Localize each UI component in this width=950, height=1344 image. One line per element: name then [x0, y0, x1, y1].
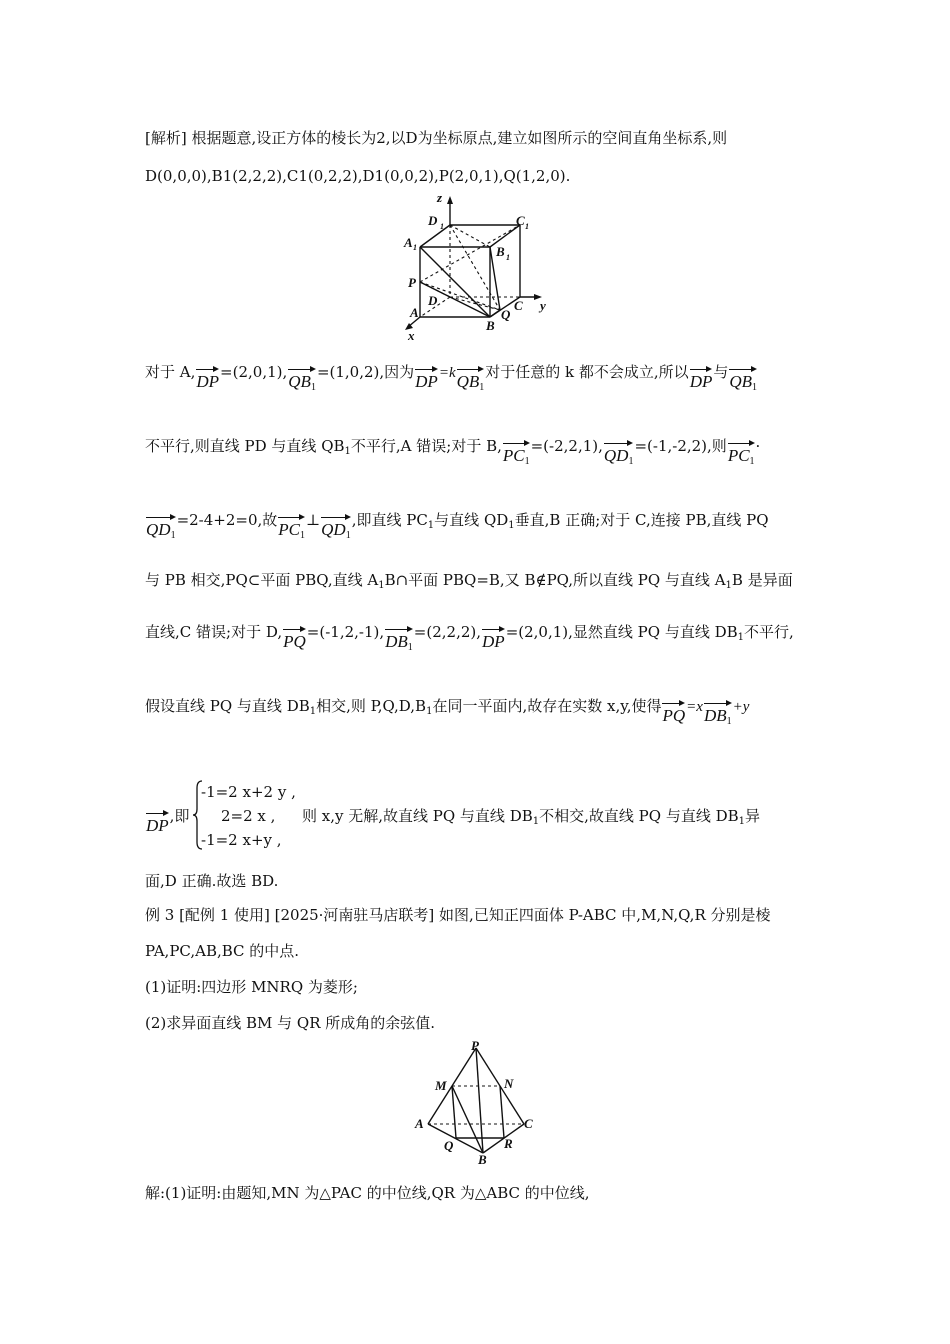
axis-x-label: x [408, 328, 415, 343]
vector-pc1: $PC_1$ [503, 437, 530, 470]
line-g-rest: 则 x,y 无解,故直线 PQ 与直线 $DB_1$不相交,故直线 PQ 与直线 $DB_1$异 [302, 807, 761, 827]
equation-row-2: 2=2 x , [221, 807, 276, 825]
vertex-d1-label: D [428, 213, 438, 228]
example-3-part-2: (2)求异面直线 BM 与 QR 所成角的余弦值. [145, 1014, 436, 1032]
vertex-c-label: C [514, 298, 523, 313]
vector-pq: PQ [283, 623, 306, 650]
axis-y-label: y [540, 298, 546, 313]
line-c: $QD_1$ =2-4+2=0,故 $PC_1$ ⊥ $QD_1$ ,即直线 $PC_1$与直线 $QD_1$垂直,B 正确;对于 C,连接 PB,直线 PQ [146, 511, 769, 541]
line-f: 假设直线 PQ 与直线 $DB_1$相交,则 $P,Q,D,B_1$在同一平面内,故存在实数 x,y,使得 PQ =x $DB_1$ +y [145, 697, 750, 727]
vertex-a-label: A [415, 1116, 424, 1131]
vector-dp: DP [196, 363, 219, 390]
equation-row-3: -1=2 x+y , [201, 831, 282, 849]
intro-line-2: D(0,0,0),B1(2,2,2),C1(0,2,2),D1(0,0,2),P(2,0,1),Q(1,2,0). [145, 167, 571, 185]
tetrahedron-figure [410, 1038, 545, 1168]
point-q-label: Q [501, 307, 511, 322]
svg-text:1: 1 [525, 222, 529, 231]
line-a: 对于 A, DP =(2,0,1), $QB_1$ =(1,0,2),因为 DP =k $QB_1$ 对于任意的 k 都不会成立,所以 DP 与 $QB_1$ [145, 362, 758, 396]
example-3-line-2: PA,PC,AB,BC 的中点. [145, 942, 300, 960]
vector-qd1: $QD_1$ [604, 437, 634, 470]
vertex-d-label: D [428, 293, 438, 308]
line-e: 直线,C 错误;对于 D, PQ =(-1,2,-1), $DB_1$ =(2,2,2), DP =(2,0,1),显然直线 PQ 与直线 $DB_1$不平行, [145, 622, 794, 656]
point-m-label: M [435, 1078, 447, 1093]
vertex-c1-label: C [516, 213, 525, 228]
point-r-label: R [504, 1136, 513, 1151]
vector-qb1: $QB_1$ [288, 363, 316, 396]
cube-figure [400, 192, 560, 344]
example-3-line-1: 例 3 [配例 1 使用] [2025·河南驻马店联考] 如图,已知正四面体 P-ABC 中,M,N,Q,R 分别是棱 [145, 906, 771, 924]
point-n-label: N [504, 1076, 514, 1091]
axis-z-label: z [437, 192, 443, 205]
line-b: 不平行,则直线 PD 与直线 $QB_1$不平行,A 错误;对于 B, $PC_1$ =(-2,2,1), $QD_1$ =(-1,-2,2),则 $PC_1$ · [145, 436, 760, 470]
line-d: 与 PB 相交,PQ⊂平面 PBQ,直线 $A_1B\cap$平面 PBQ=B,又 B∉PQ,所以直线 PQ 与直线 $A_1B$ 是异面 [145, 571, 793, 591]
vertex-p-label: P [471, 1038, 479, 1053]
vertex-c-label: C [524, 1116, 533, 1131]
solution-line: 解:(1)证明:由题知,MN 为△PAC 的中位线,QR 为△ABC 的中位线, [145, 1184, 590, 1202]
vertex-a-label: A [410, 305, 419, 320]
line-h: 面,D 正确.故选 BD. [145, 872, 279, 890]
equation-row-1: -1=2 x+2 y , [201, 783, 296, 801]
example-3-part-1: (1)证明:四边形 MNRQ 为菱形; [145, 978, 358, 996]
svg-text:1: 1 [506, 253, 510, 262]
intro-line-1: [解析] 根据题意,设正方体的棱长为2,以D为坐标原点,建立如图所示的空间直角坐标系,则 [145, 129, 728, 147]
equation-system [193, 779, 313, 851]
vector-db1: $DB_1$ [385, 623, 413, 656]
vertex-b1-label: B [496, 244, 505, 259]
vertex-a1-label: A [404, 235, 413, 250]
point-p-label: P [408, 275, 416, 290]
point-q-label: Q [444, 1138, 454, 1153]
svg-text:1: 1 [413, 243, 417, 252]
line-g: DP ,即 [146, 807, 190, 835]
svg-text:1: 1 [440, 222, 444, 231]
vertex-b-label: B [478, 1152, 487, 1167]
vertex-b-label: B [486, 318, 495, 333]
